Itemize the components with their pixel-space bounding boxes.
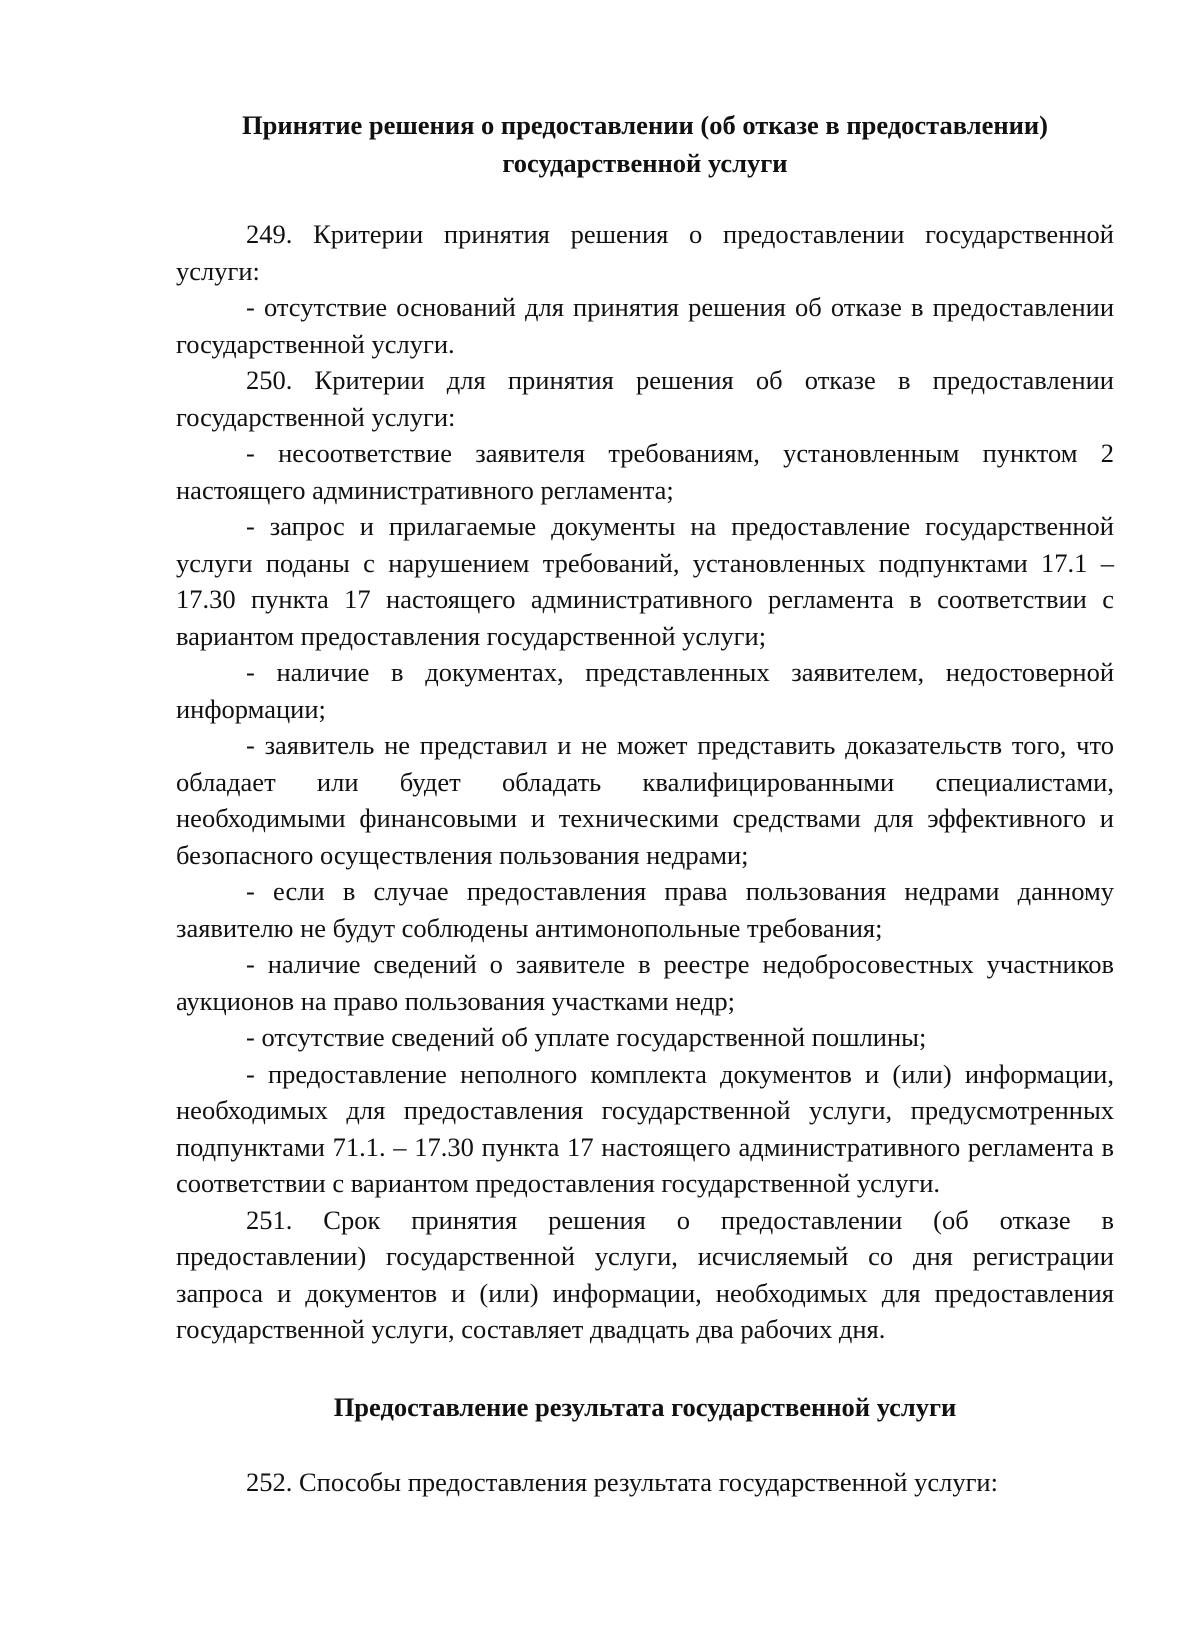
- paragraph-249-criteria: 249. Критерии принятия решения о предоставлении государственной услуги:: [176, 219, 1114, 286]
- section-heading-result: Предоставление результата государственной услуги: [333, 1391, 957, 1422]
- section-body-decision: [176, 216, 1114, 1348]
- paragraph-applicant-mismatch: - несоответствие заявителя требованиям, установленным пунктом 2 настоящего административного регламента;: [176, 438, 1114, 505]
- paragraph-antimonopoly: - если в случае предоставления права пользования недрами данному заявителю не будут соблюдены антимонопольные требования;: [176, 876, 1114, 943]
- section-heading-line-2: государственной услуги: [502, 148, 788, 178]
- paragraph-unreliable-info: - наличие в документах, представленных заявителем, недостоверной информации;: [176, 657, 1114, 724]
- paragraph-no-evidence: - заявитель не представил и не может представить доказательств того, что обладает или будет обладать квалифицированными специалистами, необходимыми финансовыми и техническими средствами для эффективного и безопасного осуществления пользования недрами;: [176, 730, 1114, 870]
- paragraph-250-refusal-criteria: 250. Критерии для принятия решения об отказе в предоставлении государственной услуги:: [176, 365, 1114, 432]
- paragraph-no-fee: - отсутствие сведений об уплате государственной пошлины;: [246, 1022, 927, 1052]
- paragraph-incomplete-documents: - предоставление неполного комплекта документов и (или) информации, необходимых для предоставления государственной услуги, предусмотренных подпунктами 71.1. – 17.30 пункта 17 настоящего административного регламента в соответствии с вариантом предоставления государственной услуги.: [176, 1058, 1114, 1198]
- document-page: [176, 100, 1114, 1500]
- paragraph-no-grounds: - отсутствие оснований для принятия решения об отказе в предоставлении государственной услуги.: [176, 292, 1114, 359]
- paragraph-252-methods: 252. Способы предоставления результата государственной услуги:: [246, 1466, 998, 1497]
- section-heading-line-1: Принятие решения о предоставлении (об отказе в предоставлении): [242, 110, 1048, 140]
- section-heading-decision: [176, 106, 1114, 182]
- paragraph-request-violations: - запрос и прилагаемые документы на предоставление государственной услуги поданы с нарушением требований, установленных подпунктами 17.1 – 17.30 пункта 17 настоящего административного регламента в соответствии с вариантом предоставления государственной услуги;: [176, 511, 1114, 651]
- paragraph-251-term: 251. Срок принятия решения о предоставлении (об отказе в предоставлении) государственной услуги, исчисляемый со дня регистрации запроса и документов и (или) информации, необходимых для предоставления государственной услуги, составляет двадцать два рабочих дня.: [176, 1204, 1114, 1344]
- paragraph-registry: - наличие сведений о заявителе в реестре недобросовестных участников аукционов на право пользования участками недр;: [176, 949, 1114, 1016]
- section-body-result: [176, 1464, 1114, 1501]
